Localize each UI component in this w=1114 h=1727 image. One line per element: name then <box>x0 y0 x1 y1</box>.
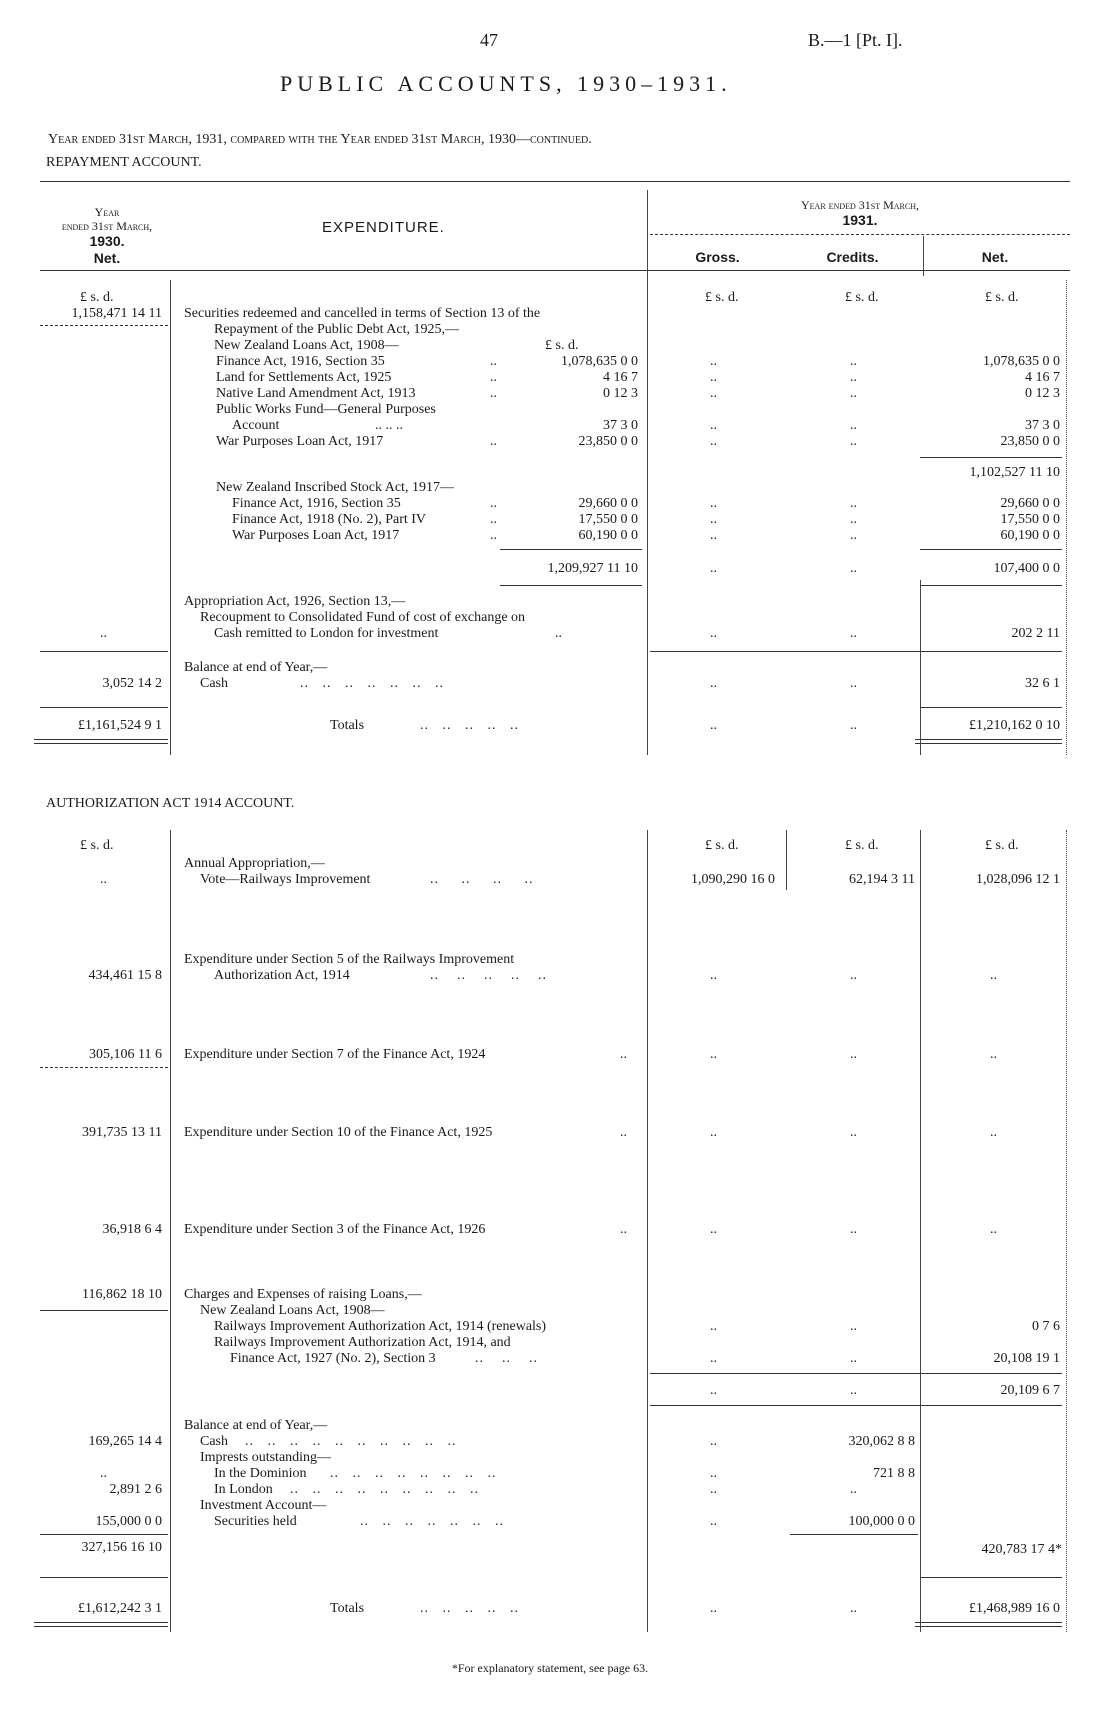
lsd-header-credits: £ s. d. <box>845 290 879 305</box>
credits-amount: .. <box>850 418 857 433</box>
rule <box>920 457 1062 458</box>
rule <box>500 549 642 550</box>
rail-renewals-label: Railways Improvement Authorization Act, 1914 (renewals) <box>214 1319 547 1334</box>
credits-amount: .. <box>850 1125 857 1140</box>
desc-line-1: Securities redeemed and cancelled in terms of Section 13 of the <box>184 306 541 321</box>
col-divider <box>920 830 921 1632</box>
row-label: Finance Act, 1918 (No. 2), Part IV <box>232 512 427 527</box>
gross-amount: .. <box>710 1466 717 1481</box>
col-divider <box>923 236 924 276</box>
exp5-line-2: Authorization Act, 1914 <box>214 968 350 983</box>
net-amount: 0 12 3 <box>1025 386 1060 401</box>
totals-net: £1,210,162 0 10 <box>969 718 1060 733</box>
rule <box>40 1534 168 1535</box>
col-prev-year: 1930. <box>89 233 125 249</box>
credits-amount: .. <box>850 354 857 369</box>
gross-amount: .. <box>710 561 717 576</box>
row-label: Finance Act, 1916, Section 35 <box>216 354 385 369</box>
exp7-label: Expenditure under Section 7 of the Finance Act, 1924 <box>184 1047 486 1062</box>
footnote: *For explanatory statement, see page 63. <box>451 1661 649 1675</box>
net-amount: 17,550 0 0 <box>1000 512 1060 527</box>
vote-gross: 1,090,290 16 0 <box>691 872 775 887</box>
rule <box>650 651 1062 652</box>
credits-amount: .. <box>850 676 857 691</box>
lsd-header-prev: £ s. d. <box>80 290 114 305</box>
net-amount: 37 3 0 <box>1025 418 1060 433</box>
rule <box>920 707 1062 708</box>
cash-label: Cash <box>200 676 228 691</box>
gross-amount: .. <box>710 1351 717 1366</box>
gross-amount: .. <box>710 1601 717 1616</box>
gross-amount: .. <box>710 676 717 691</box>
vote-credits: 62,194 3 11 <box>849 872 915 887</box>
net-amount: .. <box>990 1222 997 1237</box>
double-rule <box>915 739 1062 744</box>
gross-amount: .. <box>710 496 717 511</box>
charges-total: 20,109 6 7 <box>1000 1383 1060 1398</box>
lsd-header-credits: £ s. d. <box>845 838 879 853</box>
vote-label: Vote—Railways Improvement <box>200 872 371 887</box>
rule <box>650 234 1070 235</box>
rule <box>650 1405 1062 1406</box>
gross-amount: .. <box>710 1125 717 1140</box>
inner-amount: 4 16 7 <box>603 370 638 385</box>
net-amount: .. <box>990 1047 997 1062</box>
col-divider <box>920 580 921 755</box>
exp5-prev: 434,461 15 8 <box>88 968 162 983</box>
rule <box>920 1577 1062 1578</box>
balance-net: 420,783 17 4* <box>981 1542 1062 1557</box>
double-rule <box>915 1622 1062 1627</box>
row-label: War Purposes Loan Act, 1917 <box>232 528 400 543</box>
pwf-line-2: Account <box>232 418 280 433</box>
inner-amount: 1,078,635 0 0 <box>561 354 638 369</box>
col-divider <box>170 280 171 755</box>
rail-finance-line-1: Railways Improvement Authorization Act, 1914, and <box>214 1335 511 1350</box>
authorization-section-title: AUTHORIZATION ACT 1914 ACCOUNT. <box>46 796 295 811</box>
leader-dots: .. <box>490 512 497 527</box>
net-amount: 4 16 7 <box>1025 370 1060 385</box>
col-divider <box>647 190 648 280</box>
leader-dots: .. .. .. .. .. .. .. <box>360 1514 504 1529</box>
col-divider <box>647 830 648 1632</box>
rule <box>40 325 168 326</box>
page-subtitle: Year ended 31st March, 1931, compared with the Year ended 31st March, 1930—continued. <box>48 132 592 147</box>
rule <box>40 1067 168 1068</box>
row-label: War Purposes Loan Act, 1917 <box>216 434 384 449</box>
imprests-label: Imprests outstanding— <box>200 1450 332 1465</box>
leader-dots: .. <box>620 1125 627 1140</box>
nz-loans-heading: New Zealand Loans Act, 1908— <box>214 338 399 353</box>
rule <box>40 181 1070 182</box>
lsd-header-gross: £ s. d. <box>705 290 739 305</box>
credits-amount: .. <box>850 528 857 543</box>
charges-line-1: Charges and Expenses of raising Loans,— <box>184 1287 422 1302</box>
leader-dots: .. <box>620 1047 627 1062</box>
exp10-prev: 391,735 13 11 <box>82 1125 162 1140</box>
col-curr-year-label: Year ended 31st March, <box>800 198 919 212</box>
col-divider <box>786 830 787 890</box>
gross-amount: .. <box>710 968 717 983</box>
rule <box>40 1310 168 1311</box>
credits-amount: .. <box>850 496 857 511</box>
leader-dots: .. .. .. .. .. .. .. .. <box>330 1466 497 1481</box>
rule <box>650 1373 1062 1374</box>
gross-amount: .. <box>710 626 717 641</box>
inner-amount: 29,660 0 0 <box>578 496 638 511</box>
leader-dots: .. .. .. .. .. .. .. .. .. <box>290 1482 479 1497</box>
cash-net: 32 6 1 <box>1025 676 1060 691</box>
col-curr-year: 1931. <box>842 212 878 228</box>
credits-amount: .. <box>850 370 857 385</box>
row-label: Land for Settlements Act, 1925 <box>216 370 392 385</box>
credits-amount: .. <box>850 386 857 401</box>
rail-finance-net: 20,108 19 1 <box>993 1351 1060 1366</box>
col-prev-ended-label: ended 31st March, <box>61 219 153 233</box>
col-divider <box>1066 830 1067 1632</box>
gross-amount: .. <box>710 1482 717 1497</box>
credits-amount: .. <box>850 1222 857 1237</box>
vote-net: 1,028,096 12 1 <box>976 872 1060 887</box>
totals-label: Totals <box>330 1601 365 1616</box>
rail-renewals-net: 0 7 6 <box>1032 1319 1060 1334</box>
cash-label: Cash <box>200 1434 228 1449</box>
london-label: In London <box>214 1482 273 1497</box>
rule <box>790 1534 918 1535</box>
double-rule <box>34 739 168 744</box>
gross-amount: .. <box>710 718 717 733</box>
dominion-label: In the Dominion <box>214 1466 307 1481</box>
leader-dots: .. .. .. .. .. <box>420 1601 519 1616</box>
approp-line-2: Recoupment to Consolidated Fund of cost of exchange on <box>200 610 526 625</box>
leader-dots: .. <box>490 434 497 449</box>
credits-amount: .. <box>850 1351 857 1366</box>
credits-amount: .. <box>850 434 857 449</box>
credits-amount: .. <box>850 718 857 733</box>
totals-prev: £1,161,524 9 1 <box>78 718 162 733</box>
gross-amount: .. <box>710 1383 717 1398</box>
net-amount: .. <box>990 1125 997 1140</box>
balance-label: Balance at end of Year,— <box>184 1418 328 1433</box>
document-reference: B.—1 [Pt. I]. <box>808 30 903 50</box>
securities-label: Securities held <box>214 1514 297 1529</box>
approp-line-1: Appropriation Act, 1926, Section 13,— <box>184 594 406 609</box>
leader-dots: .. <box>490 370 497 385</box>
cash-prev: 3,052 14 2 <box>102 676 162 691</box>
inner-amount: 60,190 0 0 <box>578 528 638 543</box>
inner-amount: 0 12 3 <box>603 386 638 401</box>
exp3-label: Expenditure under Section 3 of the Finance Act, 1926 <box>184 1222 486 1237</box>
dominion-credits: 721 8 8 <box>873 1466 915 1481</box>
cash-credits: 320,062 8 8 <box>848 1434 915 1449</box>
leader-dots: .. <box>490 496 497 511</box>
gross-amount: .. <box>710 1222 717 1237</box>
investment-label: Investment Account— <box>200 1498 327 1513</box>
approp-prev: .. <box>100 626 107 641</box>
gross-amount: .. <box>710 386 717 401</box>
gross-amount: .. <box>710 1047 717 1062</box>
subtotal-b: 107,400 0 0 <box>993 561 1060 576</box>
gross-amount: .. <box>710 528 717 543</box>
london-prev: 2,891 2 6 <box>109 1482 162 1497</box>
col-net: Net. <box>981 249 1009 265</box>
leader-dots: .. .. .. .. .. <box>430 968 547 983</box>
desc-line-2: Repayment of the Public Debt Act, 1925,— <box>214 322 459 337</box>
leader-dots: .. <box>490 354 497 369</box>
leader-dots: .. <box>490 528 497 543</box>
col-gross: Gross. <box>695 249 740 265</box>
col-credits: Credits. <box>826 249 879 265</box>
credits-amount: .. <box>850 1047 857 1062</box>
cash-prev: 169,265 14 4 <box>88 1434 162 1449</box>
net-amount: 23,850 0 0 <box>1000 434 1060 449</box>
leader-dots: .. .. .. <box>375 418 403 433</box>
leader-dots: .. .. .. .. <box>430 872 534 887</box>
exp3-prev: 36,918 6 4 <box>102 1222 162 1237</box>
row-label: Native Land Amendment Act, 1913 <box>216 386 416 401</box>
leader-dots: .. <box>620 1222 627 1237</box>
gross-amount: .. <box>710 1514 717 1529</box>
net-amount: .. <box>990 968 997 983</box>
gross-amount: .. <box>710 370 717 385</box>
lsd-header-net: £ s. d. <box>985 290 1019 305</box>
vote-prev: .. <box>100 872 107 887</box>
net-amount: 29,660 0 0 <box>1000 496 1060 511</box>
rule <box>920 549 1062 550</box>
gross-amount: .. <box>710 512 717 527</box>
col-prev-year-label: Year <box>94 205 120 219</box>
row-label: Finance Act, 1916, Section 35 <box>232 496 401 511</box>
exp10-label: Expenditure under Section 10 of the Finance Act, 1925 <box>184 1125 493 1140</box>
rule <box>500 585 642 586</box>
credits-amount: .. <box>850 626 857 641</box>
col-divider <box>647 280 648 755</box>
col-expenditure: EXPENDITURE. <box>322 219 445 236</box>
approp-net: 202 2 11 <box>1011 626 1060 641</box>
leader-dots: .. <box>490 386 497 401</box>
charges-nz-loans: New Zealand Loans Act, 1908— <box>200 1303 385 1318</box>
repayment-section-title: REPAYMENT ACCOUNT. <box>46 155 202 170</box>
exp7-prev: 305,106 11 6 <box>89 1047 162 1062</box>
credits-amount: .. <box>850 1319 857 1334</box>
rule <box>40 651 168 652</box>
col-prev-net: Net. <box>93 250 121 266</box>
credits-amount: .. <box>850 561 857 576</box>
exp5-line-1: Expenditure under Section 5 of the Railways Improvement <box>184 952 515 967</box>
gross-amount: .. <box>710 1319 717 1334</box>
totals-prev: £1,612,242 3 1 <box>78 1601 162 1616</box>
gross-amount: .. <box>710 1434 717 1449</box>
balance-prev-total: 327,156 16 10 <box>81 1540 162 1555</box>
totals-net: £1,468,989 16 0 <box>969 1601 1060 1616</box>
double-rule <box>34 1622 168 1627</box>
inner-amount: 23,850 0 0 <box>578 434 638 449</box>
net-amount: 1,078,635 0 0 <box>983 354 1060 369</box>
credits-amount: .. <box>850 512 857 527</box>
credits-amount: .. <box>850 1601 857 1616</box>
col-divider <box>170 830 171 1632</box>
nz-stock-heading: New Zealand Inscribed Stock Act, 1917— <box>216 480 454 495</box>
leader-dots: .. .. .. .. .. <box>420 718 519 733</box>
rule <box>40 270 1070 271</box>
rule <box>920 585 1062 586</box>
gross-amount: .. <box>710 418 717 433</box>
rule <box>40 1577 168 1578</box>
credits-amount: .. <box>850 1383 857 1398</box>
gross-amount: .. <box>710 354 717 369</box>
balance-label: Balance at end of Year,— <box>184 660 328 675</box>
credits-amount: .. <box>850 968 857 983</box>
rule <box>40 707 168 708</box>
lsd-header-prev: £ s. d. <box>80 838 114 853</box>
leader-dots: .. <box>555 626 562 641</box>
leader-dots: .. .. .. .. .. .. .. .. .. .. <box>245 1434 457 1449</box>
col-divider <box>1066 280 1067 755</box>
subtotal-a: 1,102,527 11 10 <box>969 465 1060 480</box>
credits-amount: .. <box>850 1482 857 1497</box>
pwf-line-1: Public Works Fund—General Purposes <box>216 402 436 417</box>
inner-amount: 17,550 0 0 <box>578 512 638 527</box>
leader-dots: .. .. .. .. .. .. .. <box>300 676 444 691</box>
rail-finance-line-2: Finance Act, 1927 (No. 2), Section 3 <box>230 1351 436 1366</box>
prev-first-value: 1,158,471 14 11 <box>71 306 162 321</box>
lsd-header-gross: £ s. d. <box>705 838 739 853</box>
lsd-header-net: £ s. d. <box>985 838 1019 853</box>
totals-label: Totals <box>330 718 365 733</box>
approp-line-3: Cash remitted to London for investment <box>214 626 439 641</box>
inner-amount: 37 3 0 <box>603 418 638 433</box>
leader-dots: .. .. .. <box>475 1351 538 1366</box>
inner-total: 1,209,927 11 10 <box>547 561 638 576</box>
charges-prev: 116,862 18 10 <box>82 1287 162 1302</box>
inner-lsd-header: £ s. d. <box>545 338 579 353</box>
page-title: PUBLIC ACCOUNTS, 1930–1931. <box>280 71 732 96</box>
securities-prev: 155,000 0 0 <box>95 1514 162 1529</box>
page-number: 47 <box>480 30 498 50</box>
securities-credits: 100,000 0 0 <box>848 1514 915 1529</box>
annual-appropriation-label: Annual Appropriation,— <box>184 856 325 871</box>
dominion-prev: .. <box>100 1466 107 1481</box>
net-amount: 60,190 0 0 <box>1000 528 1060 543</box>
gross-amount: .. <box>710 434 717 449</box>
